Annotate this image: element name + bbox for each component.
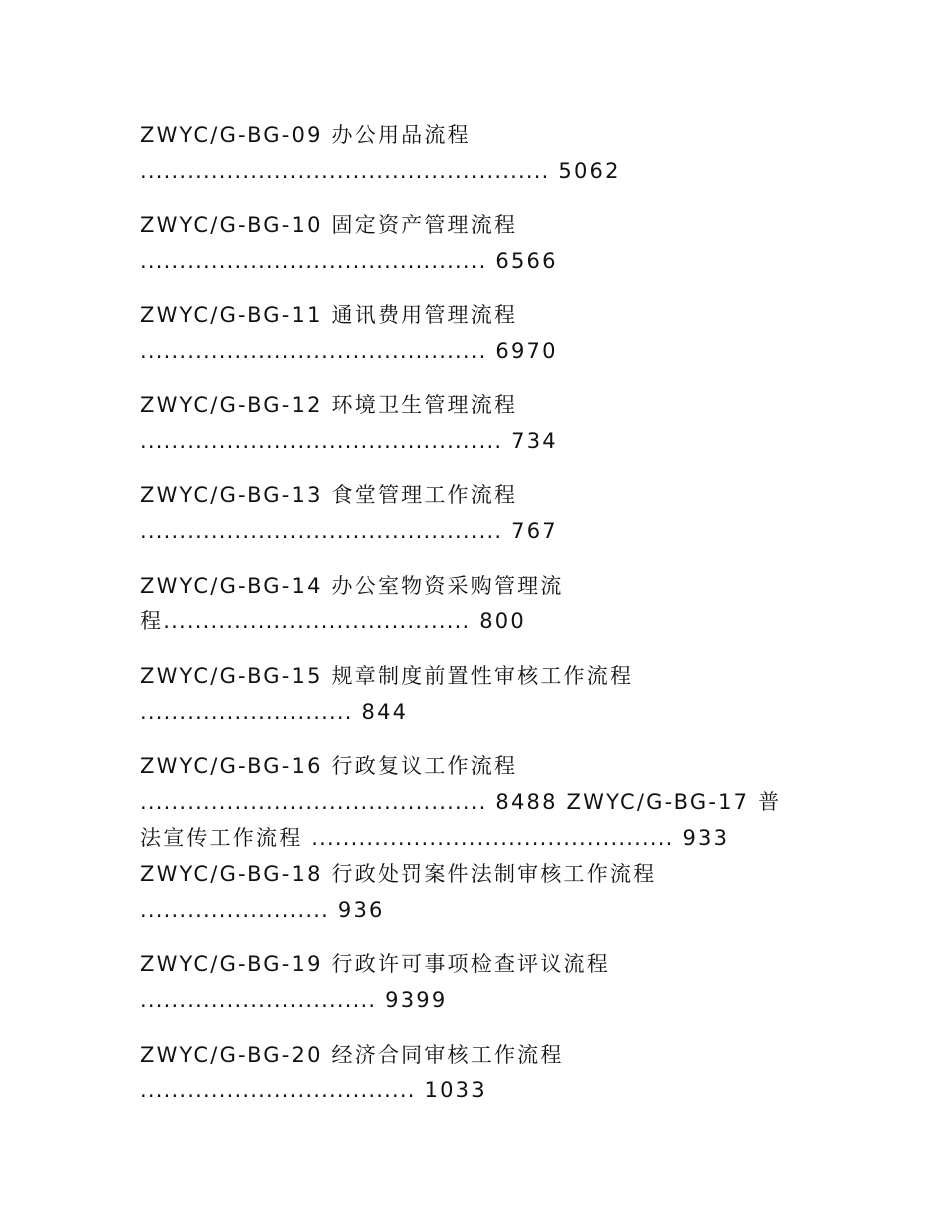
toc-page-number: 1033 bbox=[424, 1078, 487, 1102]
toc-entry-leader-line bbox=[140, 825, 729, 851]
dot-leader: ....................................... bbox=[163, 609, 471, 633]
toc-page-number: 8488 bbox=[495, 790, 558, 814]
toc-entry-title: ZWYC/G-BG-10 固定资产管理流程 bbox=[140, 213, 518, 237]
toc-entry-leader-line bbox=[140, 699, 408, 725]
dot-leader: .............................................. bbox=[311, 826, 674, 850]
dot-leader: ........................ bbox=[140, 898, 330, 922]
toc-entry-title: ZWYC/G-BG-09 办公用品流程 bbox=[140, 123, 471, 147]
toc-page-number: 6970 bbox=[495, 339, 558, 363]
toc-entry-title: ZWYC/G-BG-14 办公室物资采购管理流 bbox=[140, 574, 564, 598]
dot-leader: ............................................ bbox=[140, 790, 487, 814]
dot-leader: ........................... bbox=[140, 700, 353, 724]
toc-page-number: 936 bbox=[337, 898, 385, 922]
toc-entry-leader-line bbox=[140, 789, 781, 815]
toc-page-number: 5062 bbox=[558, 159, 621, 183]
toc-page-number: 933 bbox=[682, 826, 730, 850]
toc-entry-title: ZWYC/G-BG-17 普 bbox=[566, 790, 782, 814]
toc-entry-leader-line bbox=[140, 1077, 487, 1103]
toc-entry-title: ZWYC/G-BG-16 行政复议工作流程 bbox=[140, 754, 518, 778]
toc-page-number: 734 bbox=[511, 429, 558, 453]
toc-entry-leader-line bbox=[140, 338, 558, 364]
toc-entry-leader-line bbox=[140, 428, 558, 454]
toc-entry-title: ZWYC/G-BG-13 食堂管理工作流程 bbox=[140, 483, 518, 507]
dot-leader: .............................. bbox=[140, 988, 377, 1012]
toc-page-number: 767 bbox=[511, 519, 558, 543]
toc-entry-leader-line bbox=[140, 518, 558, 544]
toc-page-number: 800 bbox=[479, 609, 526, 633]
toc-entry-title: ZWYC/G-BG-20 经济合同审核工作流程 bbox=[140, 1043, 564, 1067]
toc-entry-leader-line bbox=[140, 248, 558, 274]
toc-entry-title-continued: 法宣传工作流程 bbox=[140, 826, 303, 850]
dot-leader: .................................................... bbox=[140, 159, 550, 183]
toc-entry-leader-line bbox=[140, 987, 447, 1013]
toc-entry-leader-line bbox=[140, 158, 621, 184]
toc-page-number: 9399 bbox=[385, 988, 448, 1012]
toc-entry-title: ZWYC/G-BG-12 环境卫生管理流程 bbox=[140, 393, 518, 417]
toc-entry-title-continued: 程 bbox=[140, 609, 164, 633]
dot-leader: .............................................. bbox=[140, 429, 503, 453]
dot-leader: ................................... bbox=[140, 1078, 416, 1102]
toc-entry-title: ZWYC/G-BG-11 通讯费用管理流程 bbox=[140, 303, 518, 327]
toc-entry-leader-line bbox=[140, 608, 526, 634]
dot-leader: ............................................ bbox=[140, 339, 487, 363]
toc-entry-title: ZWYC/G-BG-15 规章制度前置性审核工作流程 bbox=[140, 664, 634, 688]
toc-page-number: 6566 bbox=[495, 249, 558, 273]
toc-entry-leader-line bbox=[140, 897, 385, 923]
dot-leader: .............................................. bbox=[140, 519, 503, 543]
toc-entry-title: ZWYC/G-BG-19 行政许可事项检查评议流程 bbox=[140, 952, 610, 976]
toc-entry-title: ZWYC/G-BG-18 行政处罚案件法制审核工作流程 bbox=[140, 862, 657, 886]
toc-page-number: 844 bbox=[361, 700, 409, 724]
dot-leader: ............................................ bbox=[140, 249, 487, 273]
